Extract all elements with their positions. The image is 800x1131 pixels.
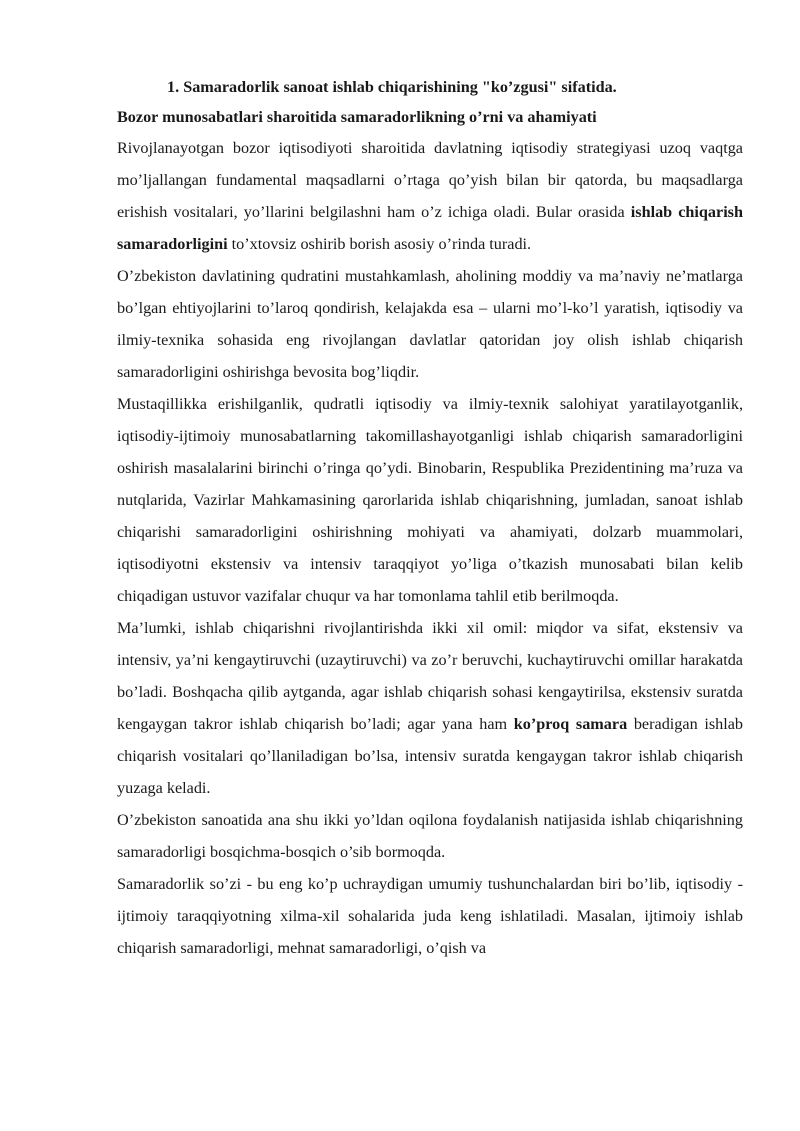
paragraph-text: O’zbekiston sanoatida ana shu ikki yo’ldan oqilona foydalanish natijasida ishlab chiqarishning samaradorligi bosqichma-bosqich o’sib bormoqda. bbox=[117, 811, 743, 861]
paragraph-3 bbox=[117, 388, 743, 612]
paragraph-text: Samaradorlik so’zi - bu eng ko’p uchraydigan umumiy tushunchalardan biri bo’lib, iqtisodiy - ijtimoiy taraqqiyotning xilma-xil sohalarida juda keng ishlatiladi. Masalan, ijtimoiy ishlab chiqarish samaradorligi, mehnat samaradorligi, o’qish va bbox=[117, 875, 743, 957]
paragraph-4 bbox=[117, 612, 743, 804]
emphasis-text: ishlab chiqarish samaradorligini bbox=[117, 203, 743, 253]
paragraph-text: O’zbekiston davlatining qudratini mustahkamlash, aholining moddiy va ma’naviy ne’matlarga bo’lgan ehtiyojlarini to’laroq qondirish, kelajakda esa – ularni mo’l-ko’l yaratish, iqtisodiy va ilmiy-texnika sohasida eng rivojlangan davlatlar qatoridan joy olish ishlab chiqarish samaradorligini oshirishga bevosita bog’liqdir. bbox=[117, 267, 743, 381]
paragraph-text: beradigan ishlab chiqarish vositalari qo’llaniladigan bo’lsa, intensiv suratda kengaygan takror ishlab chiqarish yuzaga keladi. bbox=[117, 715, 743, 797]
paragraph-2 bbox=[117, 260, 743, 388]
paragraph-text: to’xtovsiz oshirib borish asosiy o’rinda turadi. bbox=[227, 235, 532, 253]
section-subtitle: Bozor munosabatlari sharoitida samaradorlikning o’rni va ahamiyati bbox=[117, 108, 597, 126]
paragraph-text: Ma’lumki, ishlab chiqarishni rivojlantirishda ikki xil omil: miqdor va sifat, ekstensiv va intensiv, ya’ni kengaytiruvchi (uzaytiruvchi) va zo’r beruvchi, kuchaytiruvchi omillar harakatda bo’ladi. Boshqacha qilib aytganda, agar ishlab chiqarish sohasi kengaytirilsa, ekstensiv suratda kengaygan takror ishlab chiqarish bo’ladi; agar yana ham bbox=[117, 619, 743, 733]
paragraph-text: Mustaqillikka erishilganlik, qudratli iqtisodiy va ilmiy-texnik salohiyat yaratilayotganlik, iqtisodiy-ijtimoiy munosabatlarning takomillashayotganligi ishlab chiqarish samaradorligini oshirish masalalarini birinchi o’ringa qo’ydi. Binobarin, Respublika Prezidentining ma’ruza va nutqlarida, Vazirlar Mahkamasining qarorlarida ishlab chiqarishning, jumladan, sanoat ishlab chiqarishi samaradorligini oshirishning mohiyati va ahamiyati, dolzarb muammolari, iqtisodiyotni ekstensiv va intensiv taraqqiyot yo’liga o’tkazish munosabati bilan kelib chiqadigan ustuvor vazifalar chuqur va har tomonlama tahlil etib berilmoqda. bbox=[117, 395, 743, 605]
emphasis-text: ko’proq samara bbox=[513, 715, 628, 733]
section-title: 1. Samaradorlik sanoat ishlab chiqarishining "ko’zgusi" sifatida. bbox=[167, 78, 617, 96]
paragraph-1 bbox=[117, 132, 743, 260]
document-page bbox=[117, 72, 743, 964]
paragraph-5 bbox=[117, 804, 743, 868]
paragraph-6 bbox=[117, 868, 743, 964]
paragraph-text: Rivojlanayotgan bozor iqtisodiyoti sharoitida davlatning iqtisodiy strategiyasi uzoq vaqtga mo’ljallangan fundamental maqsadlarni o’rtaga qo’yish bilan bir qatorda, bu maqsadlarga erishish vositalari, yo’llarini belgilashni ham o’z ichiga oladi. Bular orasida bbox=[117, 139, 743, 221]
